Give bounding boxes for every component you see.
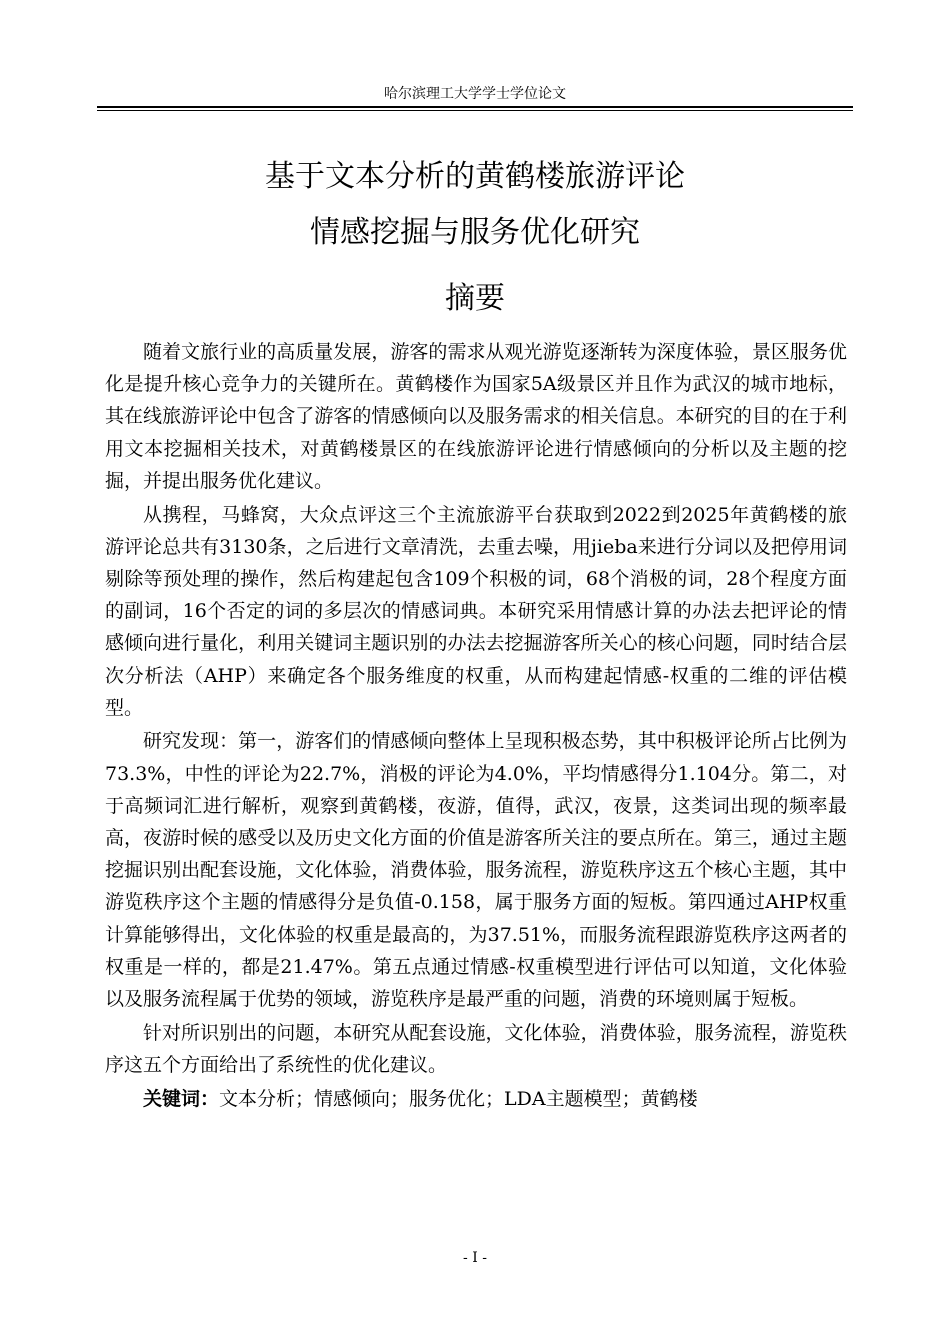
running-header: 哈尔滨理工大学学士学位论文 [384,86,566,102]
abstract-paragraph-2: 从携程，马蜂窝，大众点评这三个主流旅游平台获取到2022到2025年黄鹤楼的旅游评论总共有3130条，之后进行文章清洗，去重去噪，用jieba来进行分词以及把停用词剔除等预处理的操作，然后构建起包含109个积极的词，68个消极的词，28个程度方面的副词，16个否定的词的多层次的情感词典。本研究采用情感计算的办法去把评论的情感倾向进行量化，利用关键词主题识别的办法去挖掘游客所关心的核心问题，同时结合层次分析法（AHP）来确定各个服务维度的权重，从而构建起情感-权重的二维的评估模型。 [105,503,847,719]
abstract-body [105,336,847,1116]
header-rule-thick [97,106,853,108]
abstract-heading: 摘要 [445,281,505,316]
page-number: - I - [463,1250,487,1266]
thesis-title-line-2: 情感挖掘与服务优化研究 [310,215,640,250]
abstract-paragraph-1: 随着文旅行业的高质量发展，游客的需求从观光游览逐渐转为深度体验，景区服务优化是提升核心竞争力的关键所在。黄鹤楼作为国家5A级景区并且作为武汉的城市地标，其在线旅游评论中包含了游客的情感倾向以及服务需求的相关信息。本研究的目的在于利用文本挖掘相关技术，对黄鹤楼景区的在线旅游评论进行情感倾向的分析以及主题的挖掘，并提出服务优化建议。 [105,341,847,492]
keywords-text: 文本分析；情感倾向；服务优化；LDA主题模型；黄鹤楼 [219,1087,698,1110]
header-rule-thin [97,110,853,111]
keywords-label: 关键词： [143,1087,220,1110]
abstract-paragraph-4: 针对所识别出的问题，本研究从配套设施，文化体验，消费体验，服务流程，游览秩序这五个方面给出了系统性的优化建议。 [105,1021,847,1076]
keywords-line [105,1083,847,1115]
thesis-title-line-1: 基于文本分析的黄鹤楼旅游评论 [265,159,685,194]
abstract-paragraph-3: 研究发现：第一，游客们的情感倾向整体上呈现积极态势，其中积极评论所占比例为73.3%，中性的评论为22.7%，消极的评论为4.0%，平均情感得分1.104分。第二，对于高频词汇进行解析，观察到黄鹤楼，夜游，值得，武汉，夜景，这类词出现的频率最高，夜游时候的感受以及历史文化方面的价值是游客所关注的要点所在。第三，通过主题挖掘识别出配套设施，文化体验，消费体验，服务流程，游览秩序这五个核心主题，其中游览秩序这个主题的情感得分是负值-0.158，属于服务方面的短板。第四通过AHP权重计算能够得出，文化体验的权重是最高的，为37.51%，而服务流程跟游览秩序这两者的权重是一样的，都是21.47%。第五点通过情感-权重模型进行评估可以知道，文化体验以及服务流程属于优势的领域，游览秩序是最严重的问题，消费的环境则属于短板。 [105,730,847,1011]
